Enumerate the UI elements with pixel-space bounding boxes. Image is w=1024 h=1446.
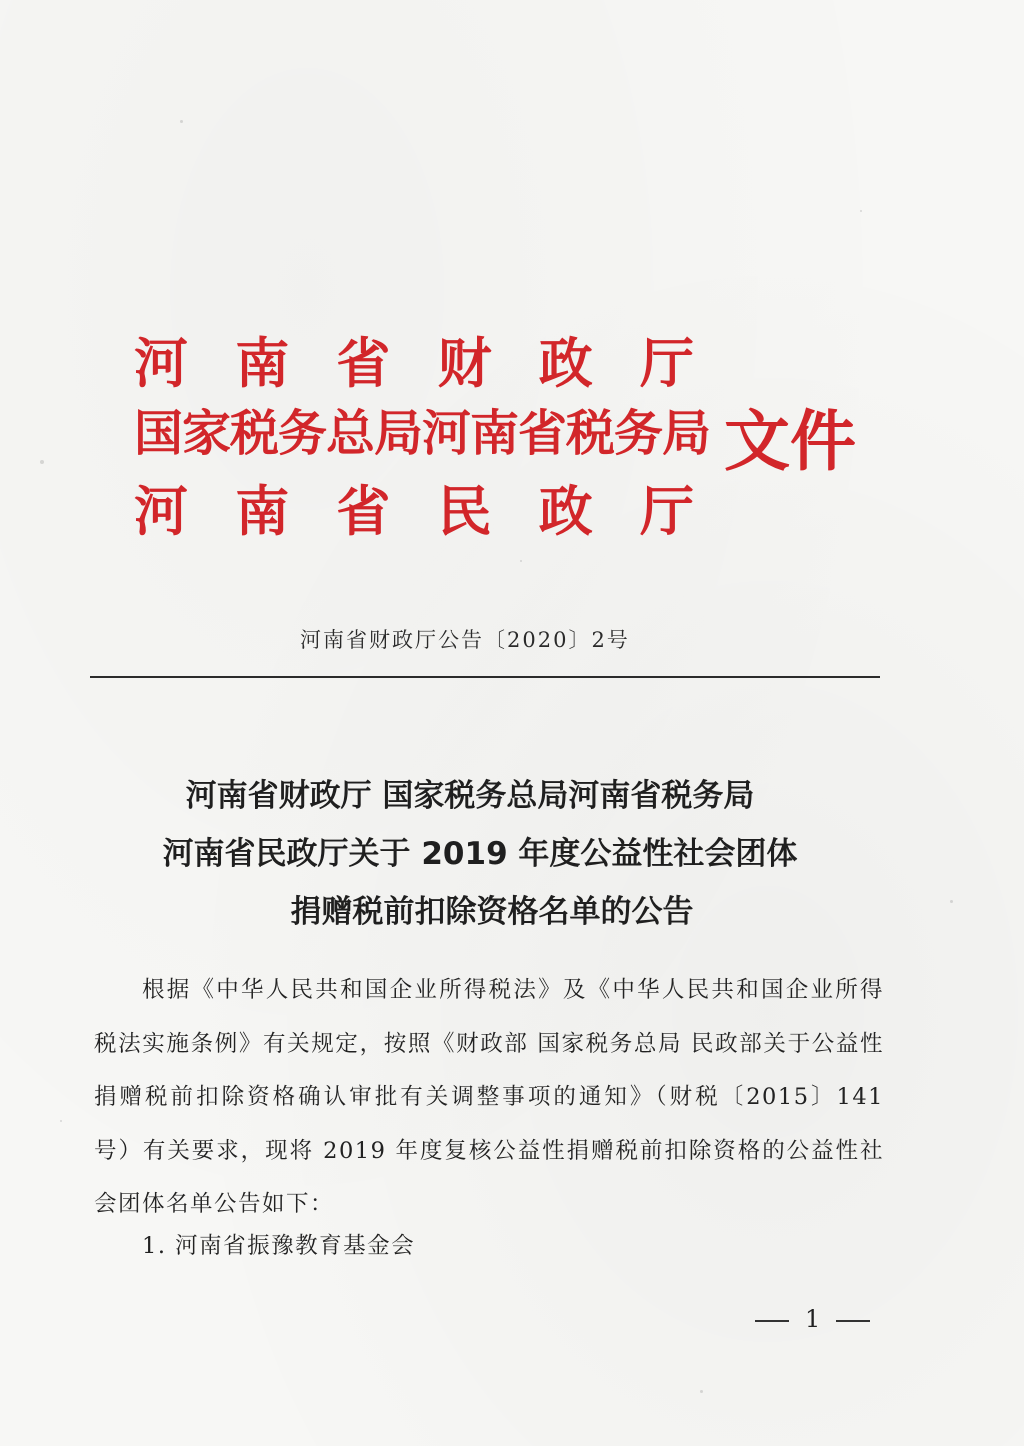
scan-speckle — [40, 460, 44, 464]
document-title-line-1: 河南省财政厅 国家税务总局河南省税务局 — [185, 778, 755, 814]
document-body — [94, 964, 884, 1232]
masthead-char: 南 — [235, 331, 290, 395]
masthead-char: 厅 — [639, 331, 694, 395]
scan-speckle — [700, 1390, 703, 1393]
page-number-dash — [755, 1320, 789, 1322]
document-number: 河南省财政厅公告〔2020〕2号 — [300, 628, 630, 652]
masthead-document-word: 文件 — [724, 402, 856, 480]
page-number-dash — [836, 1320, 870, 1322]
masthead-char: 省 — [336, 331, 391, 395]
masthead-char: 政 — [538, 331, 593, 395]
scan-speckle — [520, 560, 522, 562]
scan-speckle — [60, 1120, 62, 1122]
masthead-agency-finance — [134, 330, 694, 396]
masthead-char: 民 — [437, 479, 492, 543]
scan-speckle — [860, 210, 862, 212]
document-title-line-2: 河南省民政厅关于 2019 年度公益性社会团体 — [162, 836, 798, 872]
scan-speckle — [950, 900, 953, 903]
masthead-char: 厅 — [639, 479, 694, 543]
body-paragraph: 根据《中华人民共和国企业所得税法》及《中华人民共和国企业所得税法实施条例》有关规定，按照《财政部 国家税务总局 民政部关于公益性捐赠税前扣除资格确认审批有关调整事项的通知》（财税〔2015〕141 号）有关要求，现将 2019 年度复核公益性捐赠税前扣除资格的公益性社会团体名单公告如下： — [94, 977, 884, 1217]
scan-speckle — [180, 120, 183, 123]
header-divider — [90, 676, 880, 678]
masthead-char: 河 — [134, 479, 188, 543]
masthead-char: 省 — [336, 479, 391, 543]
document-title-line-3: 捐赠税前扣除资格名单的公告 — [290, 894, 694, 930]
masthead-char: 政 — [538, 479, 593, 543]
masthead-char: 南 — [235, 479, 290, 543]
page-number — [755, 1304, 870, 1334]
page-number-value: 1 — [805, 1305, 821, 1333]
list-item: 1. 河南省振豫教育基金会 — [142, 1233, 416, 1259]
masthead-agency-tax — [134, 400, 711, 466]
masthead-agency-civil-affairs — [134, 478, 694, 544]
masthead-char: 财 — [437, 331, 492, 395]
masthead-tax-bureau: 国家税务总局河南省税务局 — [134, 404, 711, 462]
masthead-char: 河 — [134, 331, 188, 395]
